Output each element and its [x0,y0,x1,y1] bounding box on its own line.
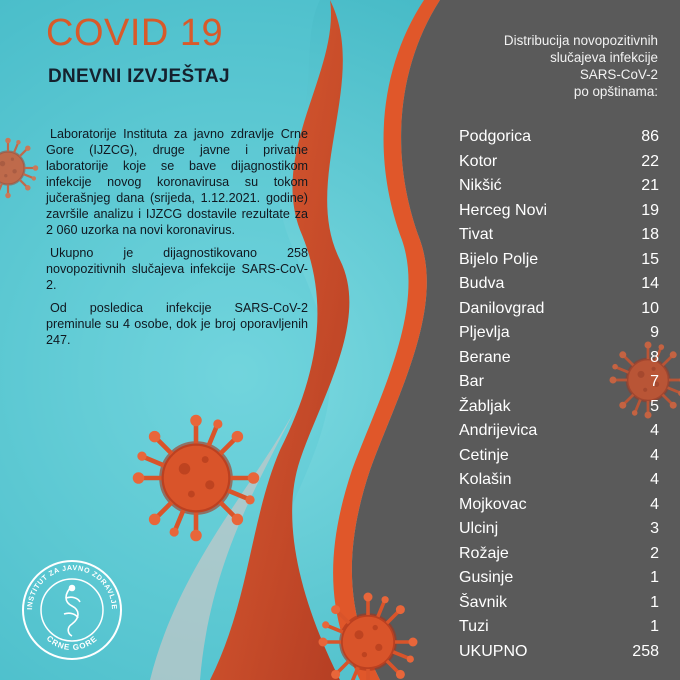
report-paragraph: Ukupno je dijagnostikovano 258 novopozitivnih slučajeva infekcije SARS-CoV-2. [46,246,308,292]
table-row [459,223,659,248]
institute-logo [20,558,124,662]
report-paragraph: Od posledica infekcije SARS-CoV-2 preminule su 4 osobe, dok je broj oporavljenih 247. [46,301,308,347]
distribution-heading [452,32,658,100]
municipality-name: Gusinje [459,569,514,586]
municipality-name: Šavnik [459,593,508,611]
logo-top-text: INSTITUT ZA JAVNO ZDRAVLJE [24,562,120,611]
case-count: 21 [641,177,659,194]
svg-text:CRNE GORE [45,634,99,652]
case-count: 9 [650,324,659,341]
distribution-heading-line: slučajeva infekcije [550,50,658,65]
case-count: 14 [641,275,659,292]
table-row [459,566,659,591]
case-count: 19 [641,201,659,219]
municipality-name: Cetinje [459,446,509,464]
municipality-name: Tuzi [459,618,489,635]
table-row [459,517,659,542]
municipality-name: Pljevlja [459,324,510,341]
table-row [459,395,659,420]
table-row [459,321,659,346]
case-count: 8 [650,348,659,366]
table-row [459,591,659,616]
table-row [459,174,659,199]
table-row [459,370,659,395]
municipality-name: Herceg Novi [459,201,548,219]
logo-bottom-text: CRNE GORE [44,633,100,653]
municipality-name: Ulcinj [459,520,499,537]
case-count: 18 [641,226,659,243]
table-row [459,272,659,297]
case-count: 22 [641,152,659,170]
distribution-heading-line: po opštinama: [573,84,658,99]
case-count: 3 [650,520,659,537]
total-row [459,640,659,665]
case-count: 4 [650,495,659,513]
case-count: 1 [650,618,659,635]
page-title: COVID 19 [46,12,224,54]
case-count: 4 [650,471,659,488]
case-count: 5 [650,397,659,415]
municipality-name: Podgorica [459,128,532,145]
emblem-icon [64,586,80,637]
table-row [459,248,659,273]
table-row [459,125,659,150]
table-row [459,493,659,518]
municipality-name: Bar [459,373,484,390]
case-count: 2 [650,544,659,562]
table-row [459,615,659,640]
municipality-name: Kolašin [459,471,512,488]
table-row [459,199,659,224]
municipality-table [459,125,659,664]
total-count: 258 [632,642,659,660]
distribution-heading-line: SARS-CoV-2 [579,67,658,82]
municipality-name: Kotor [459,152,498,170]
case-count: 4 [650,422,659,439]
municipality-name: Andrijevica [459,422,538,439]
case-count: 7 [650,373,659,390]
case-count: 1 [650,593,659,611]
table-row [459,346,659,371]
table-row [459,444,659,469]
municipality-name: Tivat [459,226,494,243]
page-subtitle: DNEVNI IZVJEŠTAJ [48,66,230,87]
municipality-name: Budva [459,275,505,292]
table-row [459,542,659,567]
municipality-name: Mojkovac [459,495,527,513]
total-label: UKUPNO [459,642,528,660]
case-count: 4 [650,446,659,464]
municipality-name: Rožaje [459,544,509,562]
case-count: 86 [641,128,659,145]
table-row [459,419,659,444]
distribution-heading-line: Distribucija novopozitivnih [503,33,658,48]
report-text [46,126,308,355]
case-count: 10 [641,299,659,317]
municipality-name: Nikšić [459,177,502,194]
case-count: 1 [650,569,659,586]
municipality-name: Berane [459,348,511,366]
table-row [459,150,659,175]
municipality-name: Danilovgrad [459,299,545,317]
case-count: 15 [641,250,659,268]
municipality-name: Bijelo Polje [459,250,539,268]
table-row [459,297,659,322]
report-paragraph: Laboratorije Instituta za javno zdravlje Crne Gore (IJZCG), druge javne i privatne laboratorije koje se bave dijagnostikom infekcije novog koronavirusa su tokom jučerašnjeg dana (srijeda, 1.12.2021. godine) završile analizu i IJZCG dostavile rezultate za 2 060 uzorka na novi koronavirus. [46,127,308,237]
municipality-name: Žabljak [459,397,511,415]
table-row [459,468,659,493]
